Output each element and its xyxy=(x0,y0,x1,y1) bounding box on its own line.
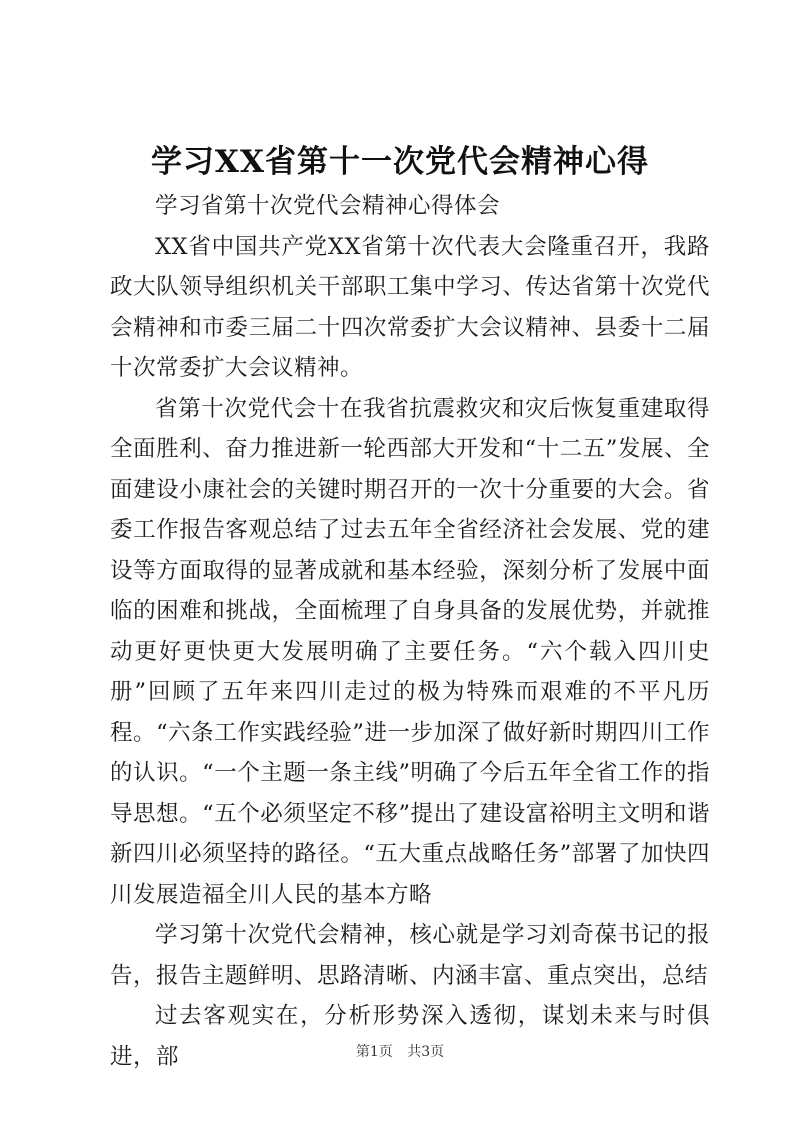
paragraph-4: 过去客观实在，分析形势深入透彻，谋划未来与时俱进，部 xyxy=(110,1003,710,1070)
document-body xyxy=(110,186,710,1077)
paragraph-subtitle: 学习省第十次党代会精神心得体会 xyxy=(155,193,501,219)
paragraph-1: XX省中国共产党XX省第十次代表大会隆重召开，我路政大队领导组织机关干部职工集中学习、传达省第十次党代会精神和市委三届二十四次常委扩大会议精神、县委十二届十次常委扩大会议精神。 xyxy=(110,233,710,381)
paragraph-3: 学习第十次党代会精神，核心就是学习刘奇葆书记的报告，报告主题鲜明、思路清晰、内涵丰富、重点突出，总结 xyxy=(110,922,710,989)
page-total: 共3页 xyxy=(407,1044,445,1060)
paragraph-2: 省第十次党代会十在我省抗震救灾和灾后恢复重建取得全面胜利、奋力推进新一轮西部大开发和“十二五”发展、全面建设小康社会的关键时期召开的一次十分重要的大会。省委工作报告客观总结了过去五年全省经济社会发展、党的建设等方面取得的显著成就和基本经验，深刻分析了发展中面临的困难和挑战，全面梳理了自身具备的发展优势，并就推动更好更快更大发展明确了主要任务。“六个载入四川史册”回顾了五年来四川走过的极为特殊而艰难的不平凡历程。“六条工作实践经验”进一步加深了做好新时期四川工作的认识。“一个主题一条主线”明确了今后五年全省工作的指导思想。“五个必须坚定不移”提出了建设富裕明主文明和谐新四川必须坚持的路径。“五大重点战略任务”部署了加快四川发展造福全川人民的基本方略 xyxy=(110,395,710,908)
page-footer xyxy=(0,1042,800,1062)
page-number: 第1页 xyxy=(355,1044,393,1060)
document-title: 学习XX省第十一次党代会精神心得 xyxy=(150,144,650,180)
